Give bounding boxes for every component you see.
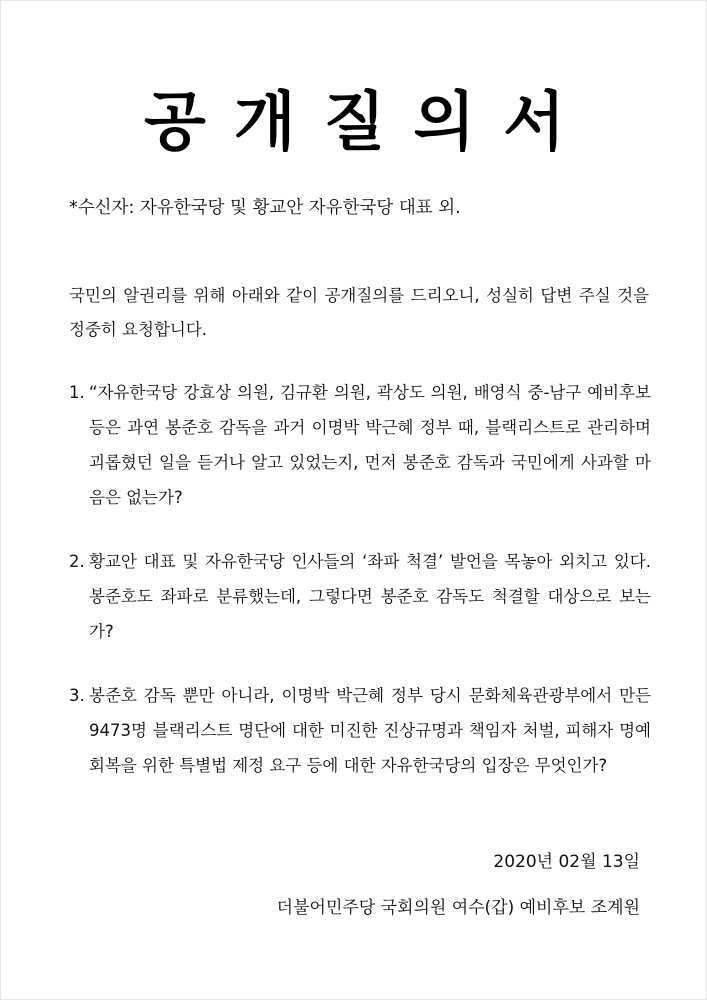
question-item-1 [69, 375, 651, 515]
signer-line: 더불어민주당 국회의원 여수(갑) 예비후보 조계원 [276, 898, 640, 918]
question-item-2 [69, 544, 651, 649]
document-date: 2020년 02월 13일 [493, 852, 640, 872]
recipient-line: *수신자: 자유한국당 및 황교안 자유한국당 대표 외. [69, 198, 461, 218]
question-number: 2. [69, 552, 85, 571]
document-title: 공개질의서 [143, 86, 594, 160]
intro-paragraph: 국민의 알권리를 위해 아래와 같이 공개질의를 드리오니, 성실히 답변 주실 것을 정중히 요청합니다. [69, 286, 649, 339]
question-item-3 [69, 678, 651, 783]
question-text: 황교안 대표 및 자유한국당 인사들의 ‘좌파 척결’ 발언을 목놓아 외치고 있다. 봉준호도 좌파로 분류했는데, 그렇다면 봉준호 감독도 척결할 대상으로 보는가? [89, 552, 651, 641]
question-number: 1. [69, 383, 85, 402]
question-number: 3. [69, 686, 85, 705]
question-text: “자유한국당 강효상 의원, 김규환 의원, 곽상도 의원, 배영식 중-남구 예비후보 등은 과연 봉준호 감독을 과거 이명박 박근혜 정부 때, 블랙리스트로 관리하며 괴롭혔던 일을 듣거나 알고 있었는지, 먼저 봉준호 감독과 국민에게 사과할 마음은 없는가? [89, 383, 651, 507]
question-text: 봉준호 감독 뿐만 아니라, 이명박 박근혜 정부 당시 문화체육관광부에서 만든 9473명 블랙리스트 명단에 대한 미진한 진상규명과 책임자 처벌, 피해자 명예회복을 위한 특별법 제정 요구 등에 대한 자유한국당의 입장은 무엇인가? [89, 686, 651, 775]
